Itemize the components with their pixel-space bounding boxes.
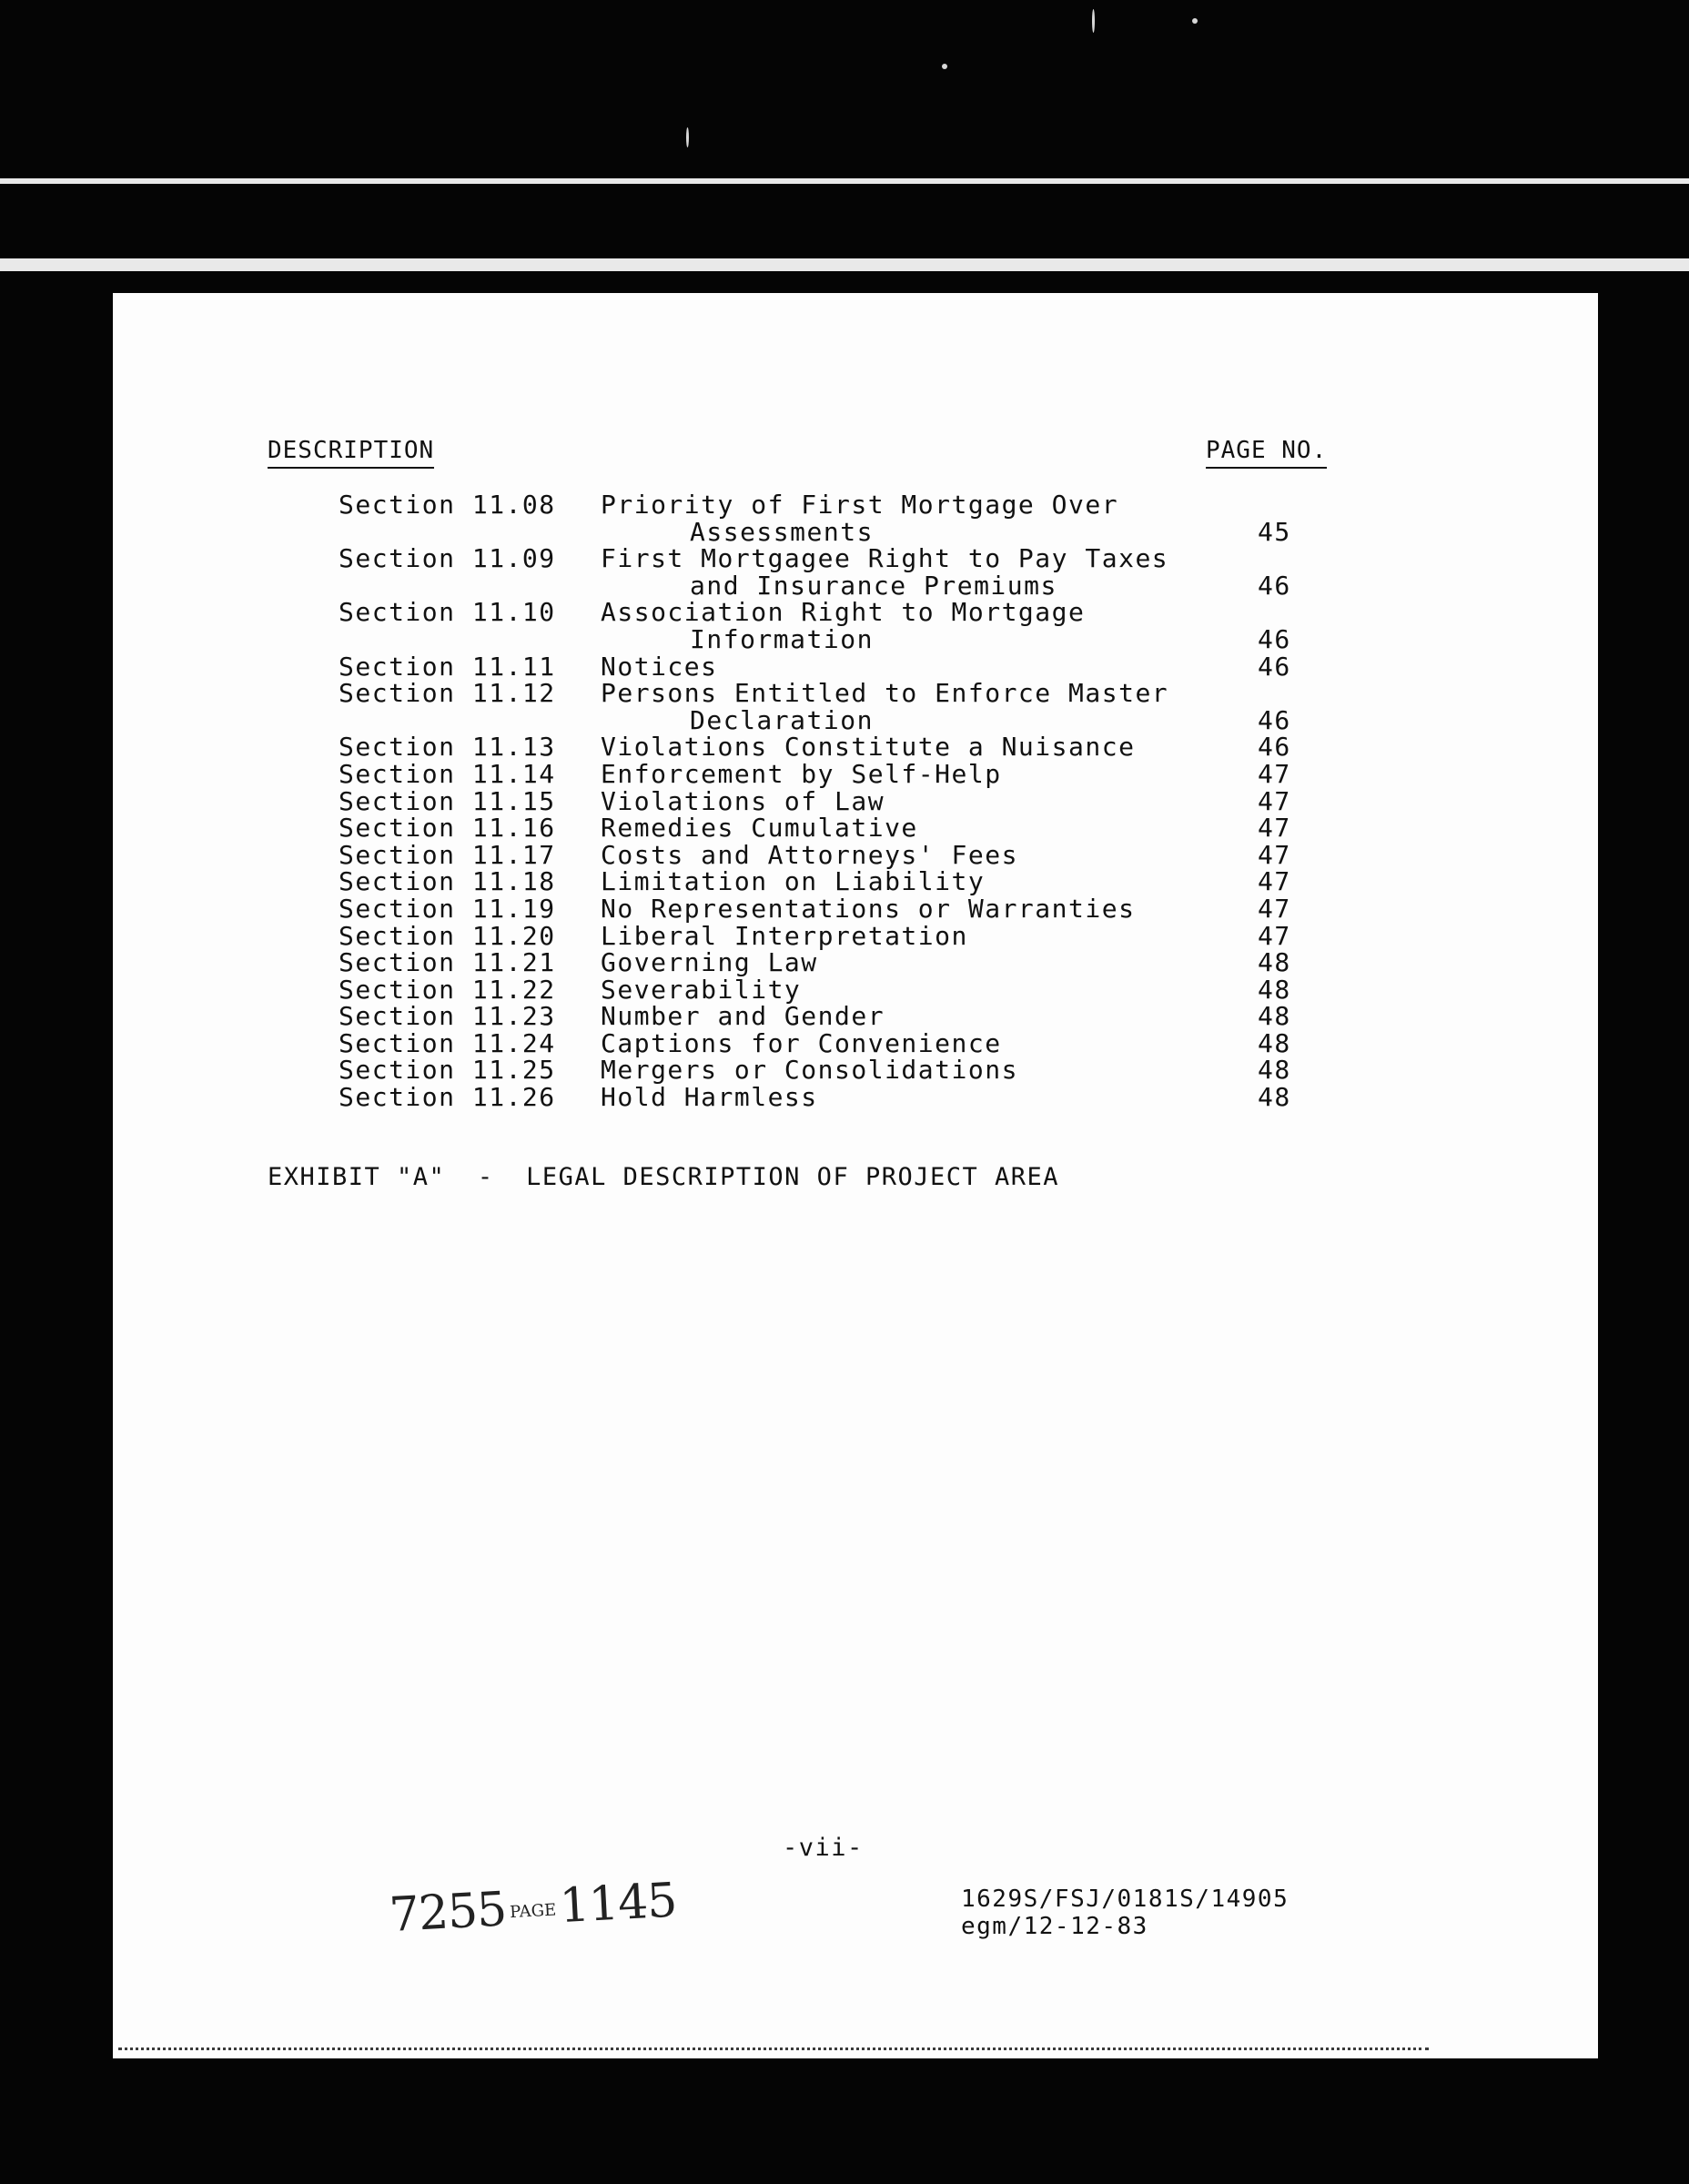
- toc-entry: [339, 599, 1303, 652]
- toc-entry-line: [339, 814, 1303, 842]
- toc-section-number: Section 11.21: [339, 947, 556, 978]
- stamp-page-number: 1145: [558, 1873, 678, 1935]
- toc-section-number: Section 11.24: [339, 1027, 556, 1058]
- toc-entry-line: [339, 572, 1303, 600]
- toc-section-title: Violations Constitute a Nuisance: [601, 732, 1136, 763]
- toc-entry-line: [339, 1084, 1303, 1111]
- toc-entry-line: [339, 1003, 1303, 1030]
- toc-section-title: Remedies Cumulative: [601, 813, 918, 844]
- description-column-header: DESCRIPTION: [268, 435, 434, 469]
- toc-page-number: 47: [1258, 785, 1291, 816]
- toc-section-title: Enforcement by Self-Help: [601, 758, 1002, 789]
- toc-page-number: 47: [1258, 758, 1291, 789]
- toc-entry-line: [339, 704, 1303, 735]
- toc-entry: [339, 758, 1303, 789]
- scan-speck: [686, 127, 689, 147]
- toc-entry-line: [339, 976, 1303, 1004]
- page-number: -vii-: [783, 1834, 864, 1862]
- toc-section-title: Notices: [601, 651, 718, 682]
- toc-section-number: Section 11.18: [339, 866, 556, 897]
- toc-entry-line: [339, 758, 1303, 789]
- table-of-contents: [339, 491, 1303, 1111]
- toc-page-number: 46: [1258, 570, 1291, 601]
- toc-entry: [339, 680, 1303, 733]
- toc-entry: [339, 653, 1303, 681]
- toc-page-number: 47: [1258, 920, 1291, 951]
- toc-section-number: Section 11.08: [339, 490, 556, 520]
- toc-section-number: Section 11.12: [339, 678, 556, 709]
- toc-section-title: Priority of First Mortgage Over: [601, 490, 1119, 520]
- toc-entry: [339, 949, 1303, 976]
- toc-section-title: Hold Harmless: [601, 1082, 818, 1113]
- toc-section-number: Section 11.23: [339, 1001, 556, 1032]
- toc-section-title: Costs and Attorneys' Fees: [601, 839, 1018, 870]
- toc-section-number: Section 11.16: [339, 813, 556, 844]
- toc-entry: [339, 976, 1303, 1004]
- toc-entry-line: [339, 516, 1303, 547]
- toc-entry-line: [339, 1057, 1303, 1084]
- toc-section-title: Mergers or Consolidations: [601, 1055, 1018, 1086]
- toc-section-title: Governing Law: [601, 947, 818, 978]
- toc-section-title: First Mortgagee Right to Pay Taxes: [601, 543, 1169, 574]
- toc-section-number: Section 11.09: [339, 543, 556, 574]
- toc-page-number: 47: [1258, 866, 1291, 897]
- toc-section-title: Information: [690, 623, 874, 654]
- toc-entry-line: [339, 680, 1303, 707]
- toc-page-number: 48: [1258, 1001, 1291, 1032]
- toc-entry: [339, 733, 1303, 761]
- toc-entry-line: [339, 895, 1303, 923]
- toc-section-title: Captions for Convenience: [601, 1027, 1002, 1058]
- toc-section-number: Section 11.17: [339, 839, 556, 870]
- toc-page-number: 46: [1258, 732, 1291, 763]
- toc-entry-line: [339, 545, 1303, 572]
- toc-entry-line: [339, 653, 1303, 681]
- toc-entry-line: [339, 920, 1303, 951]
- toc-entry: [339, 545, 1303, 599]
- toc-page-number: 46: [1258, 704, 1291, 735]
- toc-entry: [339, 1057, 1303, 1084]
- toc-page-number: 48: [1258, 1055, 1291, 1086]
- toc-page-number: 48: [1258, 1082, 1291, 1113]
- toc-section-title: Limitation on Liability: [601, 866, 986, 897]
- toc-section-title: Persons Entitled to Enforce Master: [601, 678, 1169, 709]
- scan-speck: [1192, 18, 1198, 24]
- document-code: [961, 1886, 1289, 1940]
- toc-page-number: 47: [1258, 813, 1291, 844]
- stamp-book-number: 7255: [388, 1882, 508, 1943]
- toc-section-number: Section 11.25: [339, 1055, 556, 1086]
- exhibit-line: EXHIBIT "A" - LEGAL DESCRIPTION OF PROJECT AREA: [268, 1163, 1060, 1191]
- toc-section-number: Section 11.11: [339, 651, 556, 682]
- toc-section-title: No Representations or Warranties: [601, 893, 1136, 924]
- toc-entry: [339, 491, 1303, 545]
- toc-section-title: Assessments: [690, 516, 874, 547]
- toc-page-number: 45: [1258, 516, 1291, 547]
- toc-page-number: 48: [1258, 974, 1291, 1005]
- toc-entry-line: [339, 623, 1303, 654]
- toc-section-title: Violations of Law: [601, 785, 885, 816]
- toc-entry-line: [339, 868, 1303, 895]
- toc-entry: [339, 785, 1303, 816]
- document-code-line-1: 1629S/FSJ/0181S/14905: [961, 1886, 1290, 1913]
- toc-entry-line: [339, 733, 1303, 761]
- toc-entry-line: [339, 599, 1303, 626]
- toc-section-number: Section 11.14: [339, 758, 556, 789]
- document-code-line-2: egm/12-12-83: [961, 1913, 1148, 1940]
- scan-speck: [942, 64, 947, 69]
- toc-page-number: 47: [1258, 839, 1291, 870]
- toc-section-title: Declaration: [690, 704, 874, 735]
- toc-entry-line: [339, 949, 1303, 976]
- toc-entry: [339, 920, 1303, 951]
- toc-section-title: Severability: [601, 974, 802, 1005]
- toc-section-title: Liberal Interpretation: [601, 920, 968, 951]
- toc-entry: [339, 814, 1303, 842]
- toc-section-title: and Insurance Premiums: [690, 570, 1057, 601]
- toc-entry: [339, 1084, 1303, 1111]
- toc-section-number: Section 11.20: [339, 920, 556, 951]
- toc-page-number: 48: [1258, 1027, 1291, 1058]
- toc-page-number: 48: [1258, 947, 1291, 978]
- scan-edge-line: [0, 178, 1689, 184]
- toc-entry-line: [339, 785, 1303, 816]
- toc-section-title: Association Right to Mortgage: [601, 597, 1086, 628]
- toc-section-number: Section 11.10: [339, 597, 556, 628]
- toc-section-number: Section 11.13: [339, 732, 556, 763]
- toc-page-number: 46: [1258, 623, 1291, 654]
- stamp-small-label: PAGE: [509, 1899, 557, 1922]
- toc-page-number: 46: [1258, 651, 1291, 682]
- toc-entry-line: [339, 839, 1303, 870]
- scan-speck: [1092, 9, 1095, 33]
- toc-entry-line: [339, 491, 1303, 519]
- toc-page-number: 47: [1258, 893, 1291, 924]
- toc-entry: [339, 1027, 1303, 1058]
- toc-entry-line: [339, 1027, 1303, 1058]
- toc-section-title: Number and Gender: [601, 1001, 885, 1032]
- toc-section-number: Section 11.22: [339, 974, 556, 1005]
- toc-entry: [339, 895, 1303, 923]
- scan-edge-band: [0, 258, 1689, 271]
- toc-entry: [339, 1003, 1303, 1030]
- toc-entry: [339, 868, 1303, 895]
- toc-section-number: Section 11.19: [339, 893, 556, 924]
- toc-section-number: Section 11.15: [339, 785, 556, 816]
- toc-section-number: Section 11.26: [339, 1082, 556, 1113]
- toc-entry: [339, 839, 1303, 870]
- page-number-column-header: PAGE NO.: [1206, 435, 1327, 469]
- scan-noise-line: [118, 2048, 1429, 2050]
